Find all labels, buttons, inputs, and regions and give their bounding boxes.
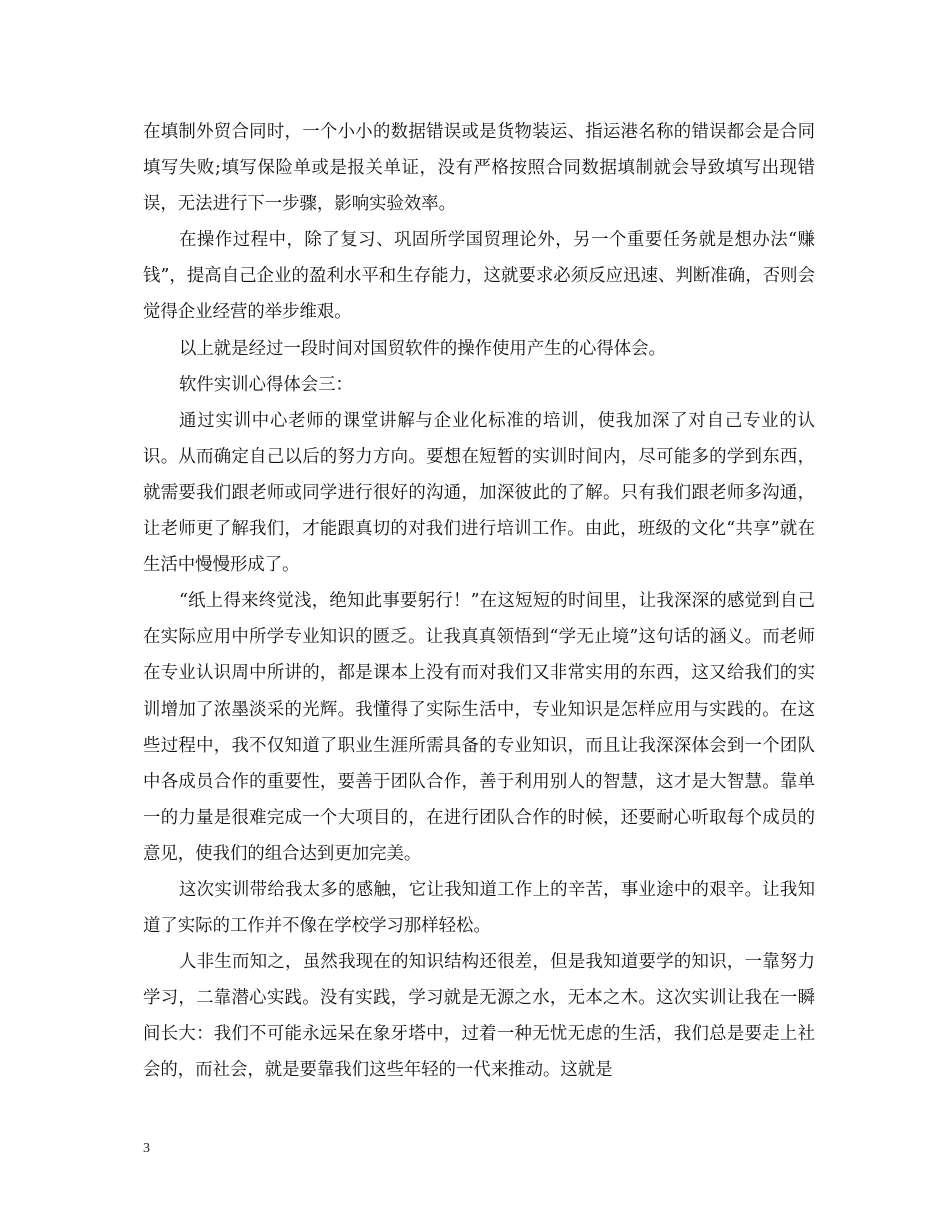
paragraph-2: 在操作过程中，除了复习、巩固所学国贸理论外，另一个重要任务就是想办法“赚钱”，提高自己企业的盈利水平和生存能力，这就要求必须反应迅速、判断准确，否则会觉得企业经营的举步维艰。 xyxy=(143,230,815,323)
body-text xyxy=(143,114,815,1089)
paragraph-8: 人非生而知之，虽然我现在的知识结构还很差，但是我知道要学的知识，一靠努力学习，二靠潜心实践。没有实践，学习就是无源之水，无本之木。这次实训让我在一瞬间长大：我们不可能永远呆在象牙塔中，过着一种无忧无虑的生活，我们总是要走上社会的，而社会，就是要靠我们这些年轻的一代来推动。这就是 xyxy=(143,952,815,1081)
paragraph-1: 在填制外贸合同时，一个小小的数据错误或是货物装运、指运港名称的错误都会是合同填写失败;填写保险单或是报关单证，没有严格按照合同数据填制就会导致填写出现错误，无法进行下一步骤，影响实验效率。 xyxy=(143,122,815,215)
paragraph-4: 软件实训心得体会三： xyxy=(179,374,353,395)
paragraph-7: 这次实训带给我太多的感触，它让我知道工作上的辛苦，事业途中的艰辛。让我知道了实际的工作并不像在学校学习那样轻松。 xyxy=(143,879,815,937)
page-number: 3 xyxy=(143,1141,150,1156)
paragraph-3: 以上就是经过一段时间对国贸软件的操作使用产生的心得体会。 xyxy=(179,338,666,359)
paragraph-5: 通过实训中心老师的课堂讲解与企业化标准的培训，使我加深了对自己专业的认识。从而确定自己以后的努力方向。要想在短暂的实训时间内，尽可能多的学到东西，就需要我们跟老师或同学进行很好的沟通，加深彼此的了解。只有我们跟老师多沟通，让老师更了解我们，才能跟真切的对我们进行培训工作。由此，班级的文化“共享”就在生活中慢慢形成了。 xyxy=(143,410,815,576)
paragraph-6: “纸上得来终觉浅，绝知此事要躬行！”在这短短的时间里，让我深深的感觉到自己在实际应用中所学专业知识的匮乏。让我真真领悟到“学无止境”这句话的涵义。而老师在专业认识周中所讲的，都是课本上没有而对我们又非常实用的东西，这又给我们的实训增加了浓墨淡采的光辉。我懂得了实际生活中，专业知识是怎样应用与实践的。在这些过程中，我不仅知道了职业生涯所需具备的专业知识，而且让我深深体会到一个团队中各成员合作的重要性，要善于团队合作，善于利用别人的智慧，这才是大智慧。靠单一的力量是很难完成一个大项目的，在进行团队合作的时候，还要耐心听取每个成员的意见，使我们的组合达到更加完美。 xyxy=(143,591,815,864)
